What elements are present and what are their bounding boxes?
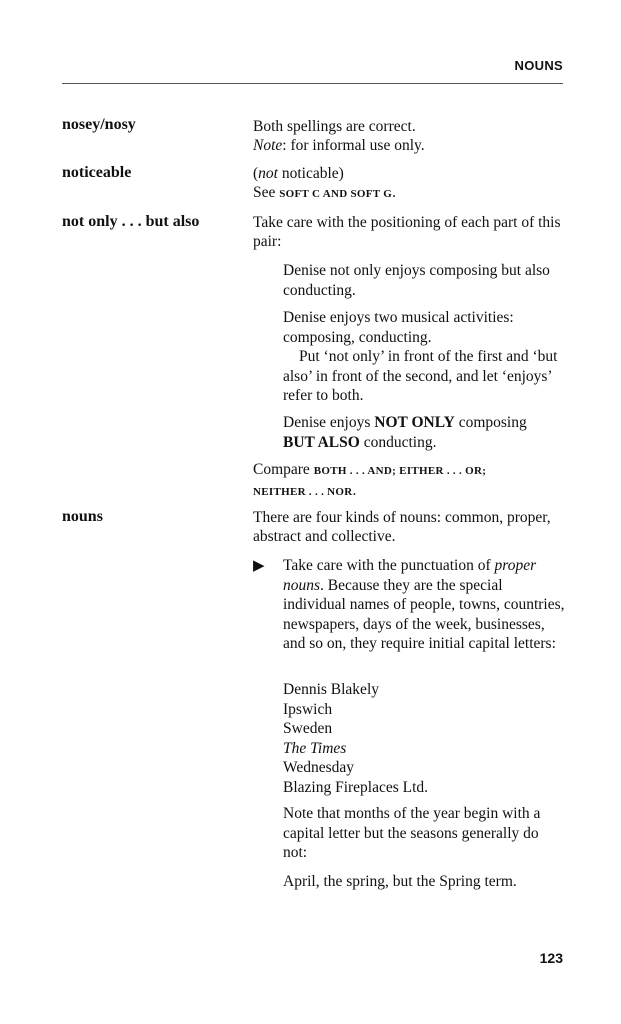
bullet-italic: proper nouns	[283, 557, 537, 594]
compare-end: .	[352, 482, 357, 499]
definition-nouns	[253, 508, 565, 546]
see-end: .	[392, 184, 397, 201]
ex3-e: conducting.	[359, 433, 437, 451]
example-list	[283, 680, 565, 797]
list-item: Ipswich	[283, 700, 333, 718]
term-nouns: nouns	[62, 508, 103, 525]
explanation: Put ‘not only’ in front of the first and ‘but also’ in front of the second, and let ‘enjoys’ refer to both.	[283, 348, 558, 404]
compare-line-2	[253, 481, 565, 502]
term-nosey: nosey/nosy	[62, 116, 136, 133]
cross-reference: SOFT C AND SOFT G	[279, 188, 393, 200]
term-not-only: not only . . . but also	[62, 213, 200, 230]
ex3-c: composing	[454, 414, 527, 431]
running-header: NOUNS	[514, 58, 563, 73]
ex3-not-only: NOT ONLY	[374, 414, 455, 431]
compare-line-1	[253, 460, 565, 481]
example-3-line-2	[283, 433, 565, 453]
final-example: April, the spring, but the Spring term.	[283, 873, 517, 890]
misspelling-line	[253, 164, 565, 183]
note-line	[253, 136, 565, 155]
see-line	[253, 183, 565, 204]
bullet-a: Take care with the punctuation of	[283, 557, 495, 574]
example-1: Denise not only enjoys composing but also conducting.	[283, 262, 550, 299]
months-note: Note that months of the year begin with a capital letter but the seasons generally do not:	[283, 805, 541, 861]
compare-line	[253, 460, 565, 502]
not-word: not	[258, 165, 278, 182]
term-noticeable: noticeable	[62, 164, 132, 181]
see-label: See	[253, 184, 280, 201]
example-3	[283, 413, 565, 452]
example-2-line-2: composing, conducting.	[283, 328, 432, 346]
example-2-line-1: Denise enjoys two musical activities:	[283, 309, 514, 326]
misspelling-rest: noticable)	[277, 165, 344, 182]
list-item: Sweden	[283, 720, 333, 737]
header-rule	[62, 83, 563, 84]
note-text: : for informal use only.	[282, 137, 425, 154]
definition-text: Both spellings are correct.	[253, 118, 416, 135]
list-item	[283, 739, 565, 759]
definition-noticeable	[253, 164, 565, 204]
example-3-line-1	[283, 413, 565, 433]
example-2	[283, 308, 565, 347]
list-item: Blazing Fireplaces Ltd.	[283, 778, 429, 796]
paren-open: (	[253, 165, 259, 182]
compare-label: Compare	[253, 461, 314, 478]
definition-text: There are four kinds of nouns: common, proper, abstract and collective.	[253, 509, 551, 545]
definition-nosey	[253, 117, 565, 155]
bullet-arrow-icon: ▶	[253, 558, 265, 574]
list-item: Dennis Blakely	[283, 681, 379, 698]
compare-refs-2: NEITHER . . . NOR	[253, 486, 353, 498]
list-item-italic: The Times	[283, 739, 347, 757]
note-label: Note	[253, 137, 283, 154]
definition-text: Take care with the positioning of each part of this pair:	[253, 214, 561, 250]
page-number: 123	[539, 950, 563, 966]
bullet-text	[283, 556, 565, 654]
bullet-b: . Because they are the special individual names of people, towns, countries, newspapers, days of the week, businesses, and so on, they require initial capital letters:	[283, 576, 565, 652]
compare-refs-1: BOTH . . . AND; EITHER . . . OR;	[313, 465, 487, 477]
ex3-but-also: BUT ALSO	[283, 433, 360, 451]
definition-not-only	[253, 213, 565, 251]
list-item: Wednesday	[283, 759, 355, 776]
ex3-a: Denise enjoys	[283, 414, 375, 431]
